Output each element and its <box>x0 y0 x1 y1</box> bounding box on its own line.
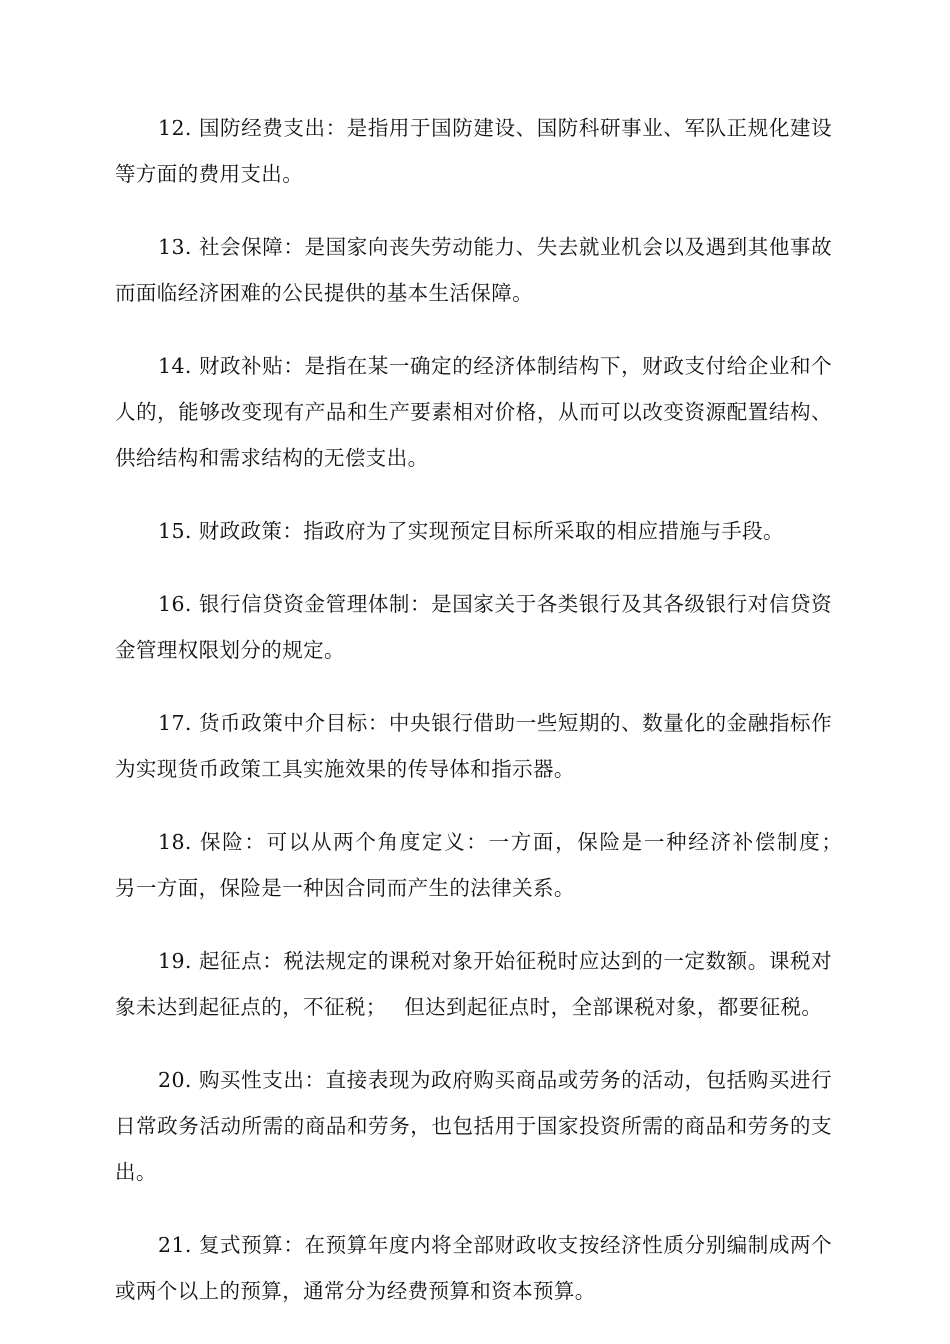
entry-text: 购买性支出：直接表现为政府购买商品或劳务的活动，包括购买进行日常政务活动所需的商品和劳务，也包括用于国家投资所需的商品和劳务的支出。 <box>115 1068 833 1184</box>
entry-number: 17. <box>158 711 192 735</box>
entry-text: 起征点：税法规定的课税对象开始征税时应达到的一定数额。课税对象未达到起征点的，不征税； 但达到起征点时，全部课税对象，都要征税。 <box>115 949 833 1019</box>
definition-entry-12 <box>115 105 832 197</box>
definition-entry-17 <box>115 700 832 792</box>
entry-number: 13. <box>158 235 192 259</box>
entry-number: 15. <box>158 519 192 543</box>
definition-entry-16 <box>115 581 832 673</box>
entry-number: 12. <box>158 116 192 140</box>
entry-text: 货币政策中介目标：中央银行借助一些短期的、数量化的金融指标作为实现货币政策工具实施效果的传导体和指示器。 <box>115 711 833 781</box>
definition-entry-18 <box>115 819 860 911</box>
entry-text: 复式预算：在预算年度内将全部财政收支按经济性质分别编制成两个或两个以上的预算，通常分为经费预算和资本预算。 <box>115 1233 833 1303</box>
definition-entry-14 <box>115 343 832 481</box>
entry-number: 14. <box>158 354 192 378</box>
entry-number: 18. <box>158 830 192 854</box>
definition-entry-19 <box>115 938 832 1030</box>
entry-number: 19. <box>158 949 192 973</box>
entry-number: 20. <box>158 1068 192 1092</box>
definition-entry-20 <box>115 1057 832 1195</box>
definition-entry-21 <box>115 1222 832 1314</box>
entry-text: 国防经费支出：是指用于国防建设、国防科研事业、军队正规化建设等方面的费用支出。 <box>115 116 833 186</box>
entry-number: 16. <box>158 592 192 616</box>
entry-text: 银行信贷资金管理体制：是国家关于各类银行及其各级银行对信贷资金管理权限划分的规定。 <box>115 592 833 662</box>
definition-entry-13 <box>115 224 832 316</box>
entry-text: 社会保障：是国家向丧失劳动能力、失去就业机会以及遇到其他事故而面临经济困难的公民提供的基本生活保障。 <box>115 235 833 305</box>
entry-text: 财政补贴：是指在某一确定的经济体制结构下，财政支付给企业和个人的，能够改变现有产品和生产要素相对价格，从而可以改变资源配置结构、供给结构和需求结构的无偿支出。 <box>115 354 833 470</box>
entry-text: 财政政策：指政府为了实现预定目标所采取的相应措施与手段。 <box>198 519 784 543</box>
entry-number: 21. <box>158 1233 192 1257</box>
entry-text: 保险：可以从两个角度定义：一方面，保险是一种经济补偿制度； 另一方面，保险是一种因合同而产生的法律关系。 <box>115 830 860 900</box>
definition-entry-15 <box>115 508 832 554</box>
